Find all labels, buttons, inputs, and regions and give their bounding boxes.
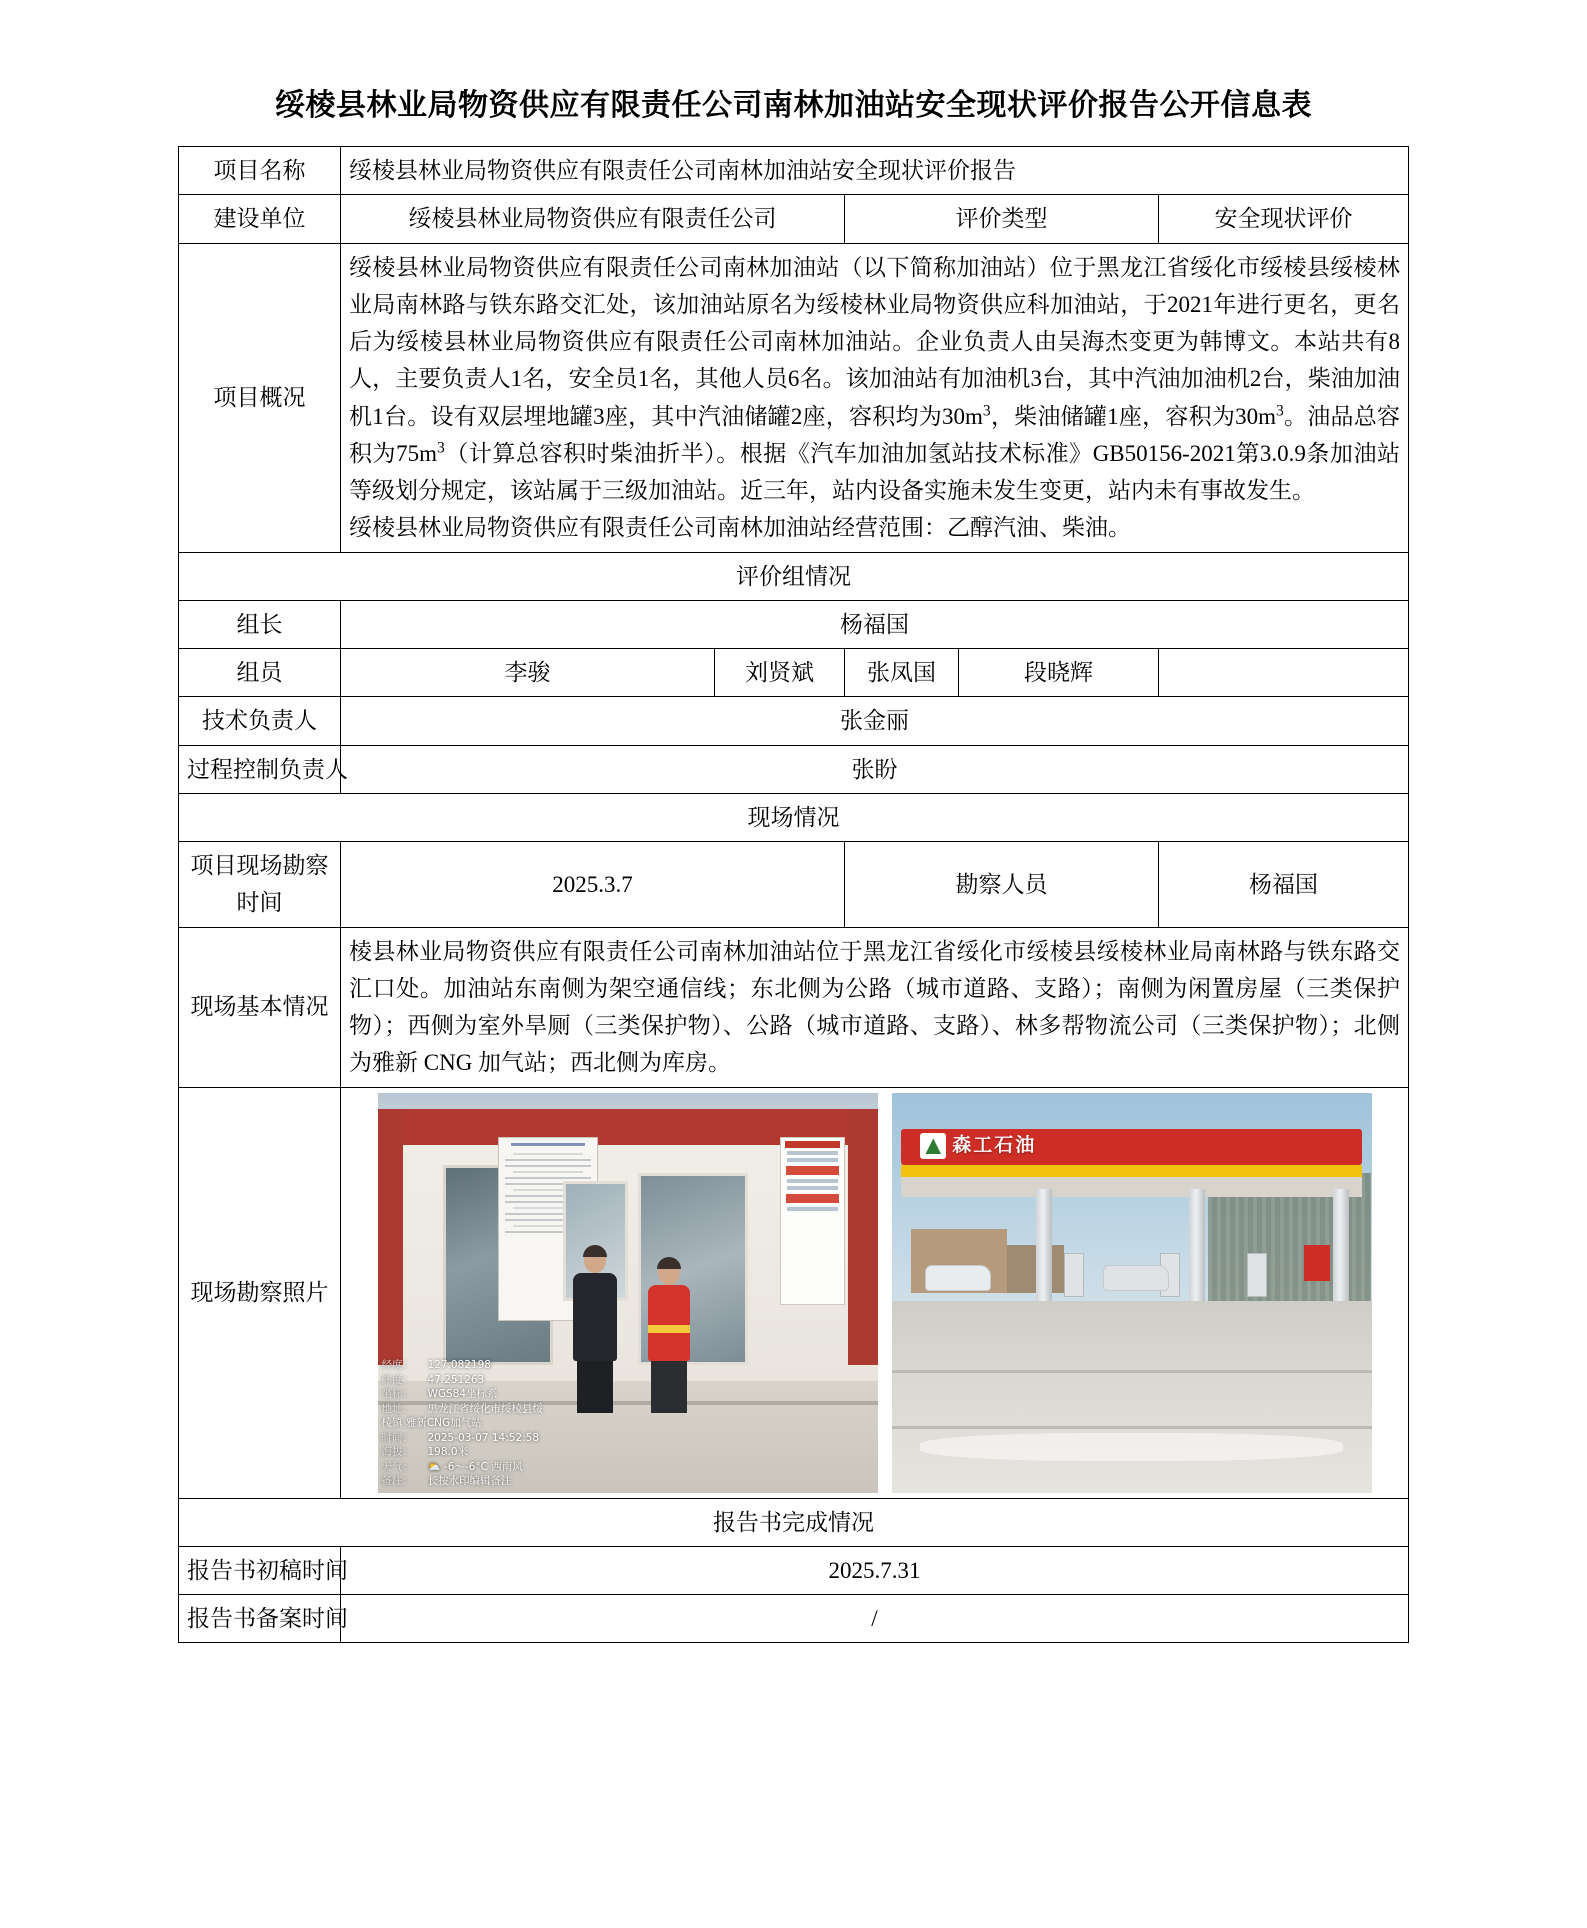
table-row-photos: [179, 1087, 1409, 1498]
draft-time-value: 2025.7.31: [341, 1546, 1409, 1594]
project-overview-paragraph-1: [349, 249, 1400, 510]
project-overview-label: 项目概况: [179, 243, 341, 552]
wm-time-value: 2025-03-07 14:52:58: [427, 1431, 540, 1444]
site-photo-gas-station: [892, 1093, 1372, 1493]
overview-sup-3: 3: [436, 439, 445, 457]
team-members-label: 组员: [179, 649, 341, 697]
team-member-3: 张凤国: [845, 649, 959, 697]
table-row-report-section: [179, 1498, 1409, 1546]
tech-lead-value: 张金丽: [341, 697, 1409, 745]
overview-text-b: ，柴油储罐1座，容积为30m: [990, 403, 1276, 429]
page-footer-space: [0, 1643, 1587, 1703]
person-inspector-2: [648, 1259, 690, 1413]
weather-sun-cloud-icon: ⛅: [427, 1460, 441, 1473]
canopy-yellow-stripe: [901, 1165, 1362, 1178]
project-overview-paragraph-2: 绥棱县林业局物资供应有限责任公司南林加油站经营范围：乙醇汽油、柴油。: [349, 515, 1131, 541]
wm-altitude-value: 198.0米: [427, 1446, 469, 1459]
risk-map-poster: [780, 1137, 845, 1305]
project-overview-value: [341, 243, 1409, 552]
red-pillar-left: [378, 1109, 403, 1365]
construction-unit-value: 绥棱县林业局物资供应有限责任公司: [341, 195, 845, 243]
wm-note-value: 长按水印编辑备注: [427, 1475, 512, 1488]
project-name-value: 绥棱县林业局物资供应有限责任公司南林加油站安全现状评价报告: [341, 147, 1409, 195]
table-row-site-basics: [179, 927, 1409, 1087]
wm-weather-value: -6～-6°C 西南风: [443, 1460, 523, 1473]
surveyor-value: 杨福国: [1159, 842, 1409, 928]
team-section-header: 评价组情况: [179, 552, 1409, 600]
evaluation-type-label: 评价类型: [845, 195, 1159, 243]
table-row-process-control: [179, 745, 1409, 793]
construction-unit-label: 建设单位: [179, 195, 341, 243]
snow-patch: [920, 1433, 1342, 1461]
surveyor-label: 勘察人员: [845, 842, 1159, 928]
filing-time-label: 报告书备案时间: [179, 1595, 341, 1643]
photos-label: 现场勘察照片: [179, 1087, 341, 1498]
pavement-joint-2: [892, 1426, 1372, 1429]
fuel-dispenser-1: [1064, 1253, 1084, 1297]
parked-car-2: [1103, 1265, 1169, 1291]
red-pillar-right: [848, 1109, 878, 1365]
table-row-site-section: [179, 793, 1409, 841]
evaluation-type-value: 安全现状评价: [1159, 195, 1409, 243]
person-inspector-1: [573, 1247, 617, 1413]
survey-time-label: 项目现场勘察时间: [179, 842, 341, 928]
wm-address-key: 地址：: [381, 1402, 413, 1415]
site-basics-label: 现场基本情况: [179, 927, 341, 1087]
table-row-filing-time: [179, 1595, 1409, 1643]
overview-text-c: 。油品总容积为75m: [349, 403, 1401, 466]
table-row-team-leader: [179, 600, 1409, 648]
team-member-5: [1159, 649, 1409, 697]
info-table: [178, 146, 1409, 1643]
process-control-value: 张盼: [341, 745, 1409, 793]
photo-watermark: [382, 1358, 544, 1488]
team-member-2: 刘贤斌: [715, 649, 845, 697]
page-title: 绥棱县林业局物资供应有限责任公司南林加油站安全现状评价报告公开信息表: [275, 89, 1312, 122]
wm-address-value-2: 棱镇 雅新CNG加气站: [381, 1417, 482, 1430]
table-row-project-overview: [179, 243, 1409, 552]
overview-sup-1: 3: [982, 401, 991, 419]
overview-text-a: 绥棱县林业局物资供应有限责任公司南林加油站（以下简称加油站）位于黑龙江省绥化市绥棱县绥棱林业局南林路与铁东路交汇处，该加油站原名为绥棱林业局物资供应科加油站，于2021年进行更名，更名后为绥棱县林业局物资供应有限责任公司南林加油站。企业负责人由吴海杰变更为韩博文。本站共有8人，主要负责人1名，安全员1名，其他人员6名。该加油站有加油机3台，其中汽油加油机2台，柴油加油机1台。设有双层埋地罐3座，其中汽油储罐2座，容积均为30m: [349, 254, 1400, 429]
pavement-joint-1: [892, 1370, 1372, 1373]
photo-row: [349, 1093, 1400, 1493]
wm-altitude-key: 海拔：: [381, 1446, 413, 1459]
draft-time-label: 报告书初稿时间: [179, 1546, 341, 1594]
overview-text-d: （计算总容积时柴油折半）。根据《汽车加油加氢站技术标准》GB50156-2021第3.0.9条加油站等级划分规定，该站属于三级加油站。近三年，站内设备实施未发生变更，站内未有事故发生。: [349, 440, 1400, 503]
canopy-underside: [901, 1177, 1362, 1197]
wm-note-key: 备注：: [381, 1475, 413, 1488]
photos-cell: [341, 1087, 1409, 1498]
site-section-header: 现场情况: [179, 793, 1409, 841]
filing-time-value: /: [341, 1595, 1409, 1643]
wm-longitude-key: 经度：: [381, 1359, 413, 1372]
parked-car-1: [925, 1265, 991, 1291]
table-row-draft-time: [179, 1546, 1409, 1594]
wm-latitude-value: 47.251263: [427, 1373, 485, 1386]
price-sign: [1304, 1245, 1330, 1281]
overview-sup-2: 3: [1275, 401, 1284, 419]
wm-coord-key: 坐标：: [381, 1388, 413, 1401]
team-member-1: 李骏: [341, 649, 715, 697]
wm-coord-value: WGS84坐标系: [427, 1388, 498, 1401]
team-leader-value: 杨福国: [341, 600, 1409, 648]
table-row-team-section: [179, 552, 1409, 600]
pine-tree-logo-icon: [920, 1133, 946, 1159]
survey-time-value: 2025.3.7: [341, 842, 845, 928]
team-member-4: 段晓辉: [959, 649, 1159, 697]
table-row-tech-lead: [179, 697, 1409, 745]
fuel-dispenser-3: [1247, 1253, 1267, 1297]
table-row-construction-unit: [179, 195, 1409, 243]
report-section-header: 报告书完成情况: [179, 1498, 1409, 1546]
wm-latitude-key: 纬度：: [381, 1373, 413, 1386]
wm-weather-key: 天气：: [381, 1460, 413, 1473]
wm-address-value: 黑龙江省绥化市绥棱县绥: [427, 1402, 543, 1415]
table-row-survey-time: [179, 842, 1409, 928]
forecourt-pavement: [892, 1301, 1372, 1493]
tech-lead-label: 技术负责人: [179, 697, 341, 745]
wm-time-key: 时间：: [381, 1431, 413, 1444]
project-name-label: 项目名称: [179, 147, 341, 195]
table-row-team-members: [179, 649, 1409, 697]
wm-longitude-value: 127.082198: [427, 1359, 491, 1372]
process-control-label: 过程控制负责人: [179, 745, 341, 793]
site-basics-value: 棱县林业局物资供应有限责任公司南林加油站位于黑龙江省绥化市绥棱县绥棱林业局南林路与铁东路交汇口处。加油站东南侧为架空通信线；东北侧为公路（城市道路、支路）；南侧为闲置房屋（三类保护物）；西侧为室外旱厕（三类保护物）、公路（城市道路、支路）、林多帮物流公司（三类保护物）；北侧为雅新 CNG 加气站；西北侧为库房。: [341, 927, 1409, 1087]
table-row-project-name: [179, 147, 1409, 195]
brand-logo: [920, 1132, 1064, 1162]
team-leader-label: 组长: [179, 600, 341, 648]
brand-name: 森工石油: [952, 1135, 1037, 1157]
site-photo-storefront: [378, 1093, 878, 1493]
